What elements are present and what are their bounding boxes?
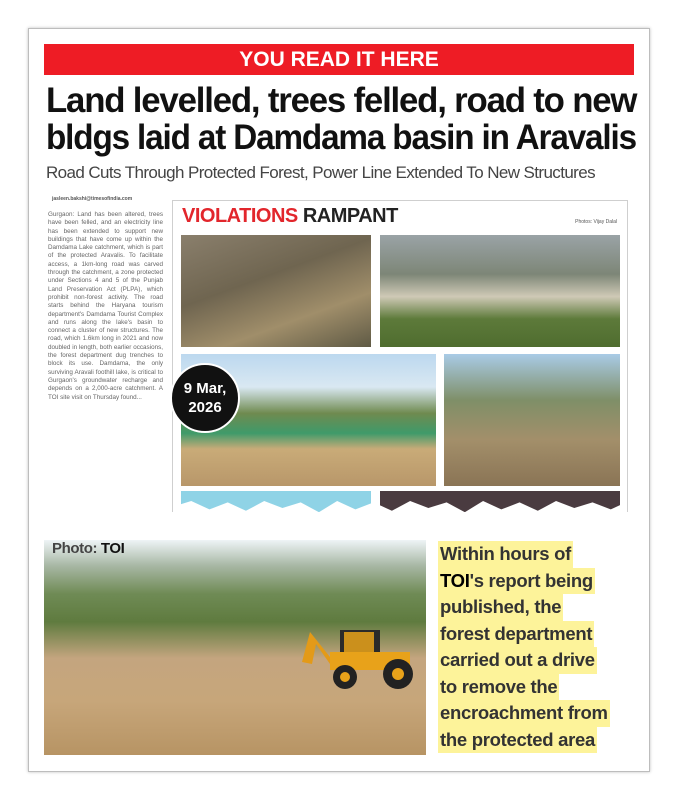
note-line: to remove the — [438, 674, 559, 701]
photo-levelled-land — [380, 235, 620, 347]
headline-line: Land levelled, trees felled, road to new — [46, 81, 637, 120]
note-line: forest department — [438, 621, 594, 648]
title-black: RAMPANT — [302, 205, 398, 227]
subheadline-text: Road Cuts Through Protected Forest, Power Line Extended To New Structures — [46, 163, 595, 182]
date-day: 9 Mar, — [183, 380, 227, 397]
headline-line: bldgs laid at Damdama basin in Aravalis — [46, 118, 636, 157]
title-red: VIOLATIONS — [182, 205, 298, 227]
byline: jasleen.bakshi@timesofindia.com — [52, 196, 133, 202]
followup-note — [438, 541, 638, 753]
bulldozer-icon — [300, 612, 418, 692]
credit-source: TOI — [100, 540, 125, 557]
date-year: 2026 — [188, 399, 222, 416]
note-line: encroachment from — [438, 700, 610, 727]
violations-title — [182, 205, 398, 228]
note-line: the protected area — [438, 727, 597, 754]
article-body: Gurgaon: Land has been altered, trees have been felled, and an electricity line has been extended to support new buildings that have come up within the Damdama Lake catchment, which is part of the protected Aravalis. To facilitate access, a 1km-long road was carved through the catchment, a zone protected under Sections 4 and 5 of the Punjab Land Preservation Act (PLPA), which prohibit non-forest activity. The road starts behind the Haryana tourism department's Damdama Tourist Complex and runs along the lake's basin to connect a cluster of new structures. The road, which 1.6km long in 2021 and now doubled in length, both earlier occasions, the forest department dug trenches to block its use. Damdama, the only surviving Aravali foothill lake, is critical to Gurgaon's groundwater recharge and depends on a 2,000-acre catchment. A TOI site visit on Thursday found... — [48, 211, 163, 401]
date-badge — [170, 363, 240, 433]
headline — [46, 82, 636, 158]
note-toi: TOI — [440, 569, 470, 591]
note-line: Within hours of — [438, 541, 573, 568]
photo-credit-small: Photos: Vijay Dalal — [575, 219, 617, 225]
subheadline — [46, 163, 636, 183]
note-line: carried out a drive — [438, 647, 597, 674]
photo-power-line — [444, 354, 620, 486]
note-line: published, the — [438, 594, 563, 621]
photo-felled-trees — [181, 235, 371, 347]
violations-photo-box — [172, 200, 628, 512]
note-line: 's report being — [469, 569, 593, 591]
photo-credit — [52, 540, 124, 557]
credit-prefix: Photo: — [52, 540, 98, 557]
banner: YOU READ IT HERE — [44, 44, 634, 75]
